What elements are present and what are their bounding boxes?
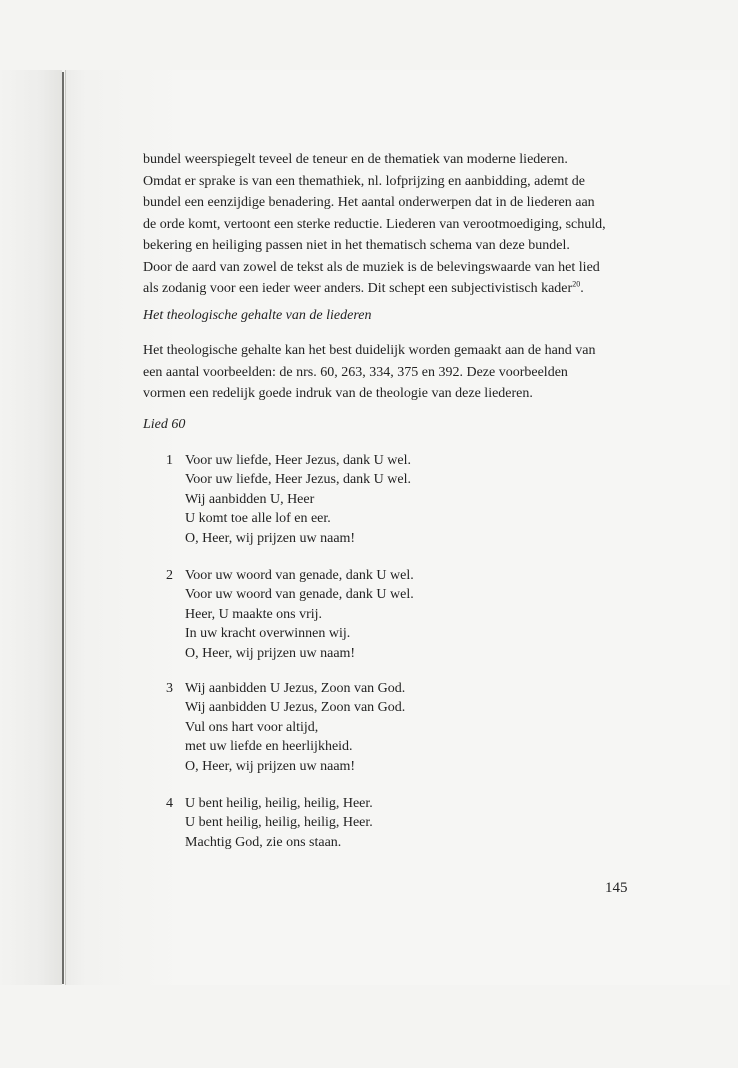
book-spine (62, 72, 64, 984)
verse-line: Wij aanbidden U, Heer (185, 491, 315, 507)
sentence-end: . (580, 281, 584, 296)
verse-3 (166, 679, 405, 776)
verse-1 (166, 451, 411, 548)
verse-line: met uw liefde en heerlijkheid. (185, 739, 353, 755)
verse-line: Voor uw woord van genade, dank U wel. (185, 568, 414, 583)
verse-number: 2 (166, 568, 173, 583)
verse-line: Voor uw woord van genade, dank U wel. (185, 587, 414, 603)
verse-line: Wij aanbidden U Jezus, Zoon van God. (185, 700, 406, 716)
verse-line: Voor uw liefde, Heer Jezus, dank U wel. (185, 472, 412, 488)
facing-page-edge (0, 70, 62, 985)
page-number: 145 (605, 880, 628, 896)
text-line: Omdat er sprake is van een themathiek, nl. lofprijzing en aanbidding, ademt de (143, 173, 586, 189)
body-paragraph-2 (143, 340, 627, 405)
text-line-last (143, 278, 627, 300)
verse-line: U komt toe alle lof en eer. (185, 511, 331, 527)
verse-line: O, Heer, wij prijzen uw naam! (185, 530, 356, 546)
verse-number: 1 (166, 453, 173, 468)
text-line: vormen een redelijk goede indruk van de theologie van deze liederen. (143, 386, 533, 401)
verse-4 (166, 794, 373, 852)
text-line: Het theologische gehalte kan het best duidelijk worden gemaakt aan de hand van (143, 343, 596, 358)
footnote-reference[interactable]: 20 (572, 279, 581, 289)
section-heading: Het theologische gehalte van de liederen (143, 308, 372, 323)
verse-line: U bent heilig, heilig, heilig, Heer. (185, 815, 373, 831)
verse-line: U bent heilig, heilig, heilig, Heer. (185, 796, 373, 811)
verse-line: Heer, U maakte ons vrij. (185, 606, 323, 622)
text-line: een aantal voorbeelden: de nrs. 60, 263, 334, 375 en 392. Deze voorbeelden (143, 364, 568, 380)
verse-number: 3 (166, 681, 173, 696)
verse-line: Voor uw liefde, Heer Jezus, dank U wel. (185, 453, 412, 468)
verse-number: 4 (166, 796, 173, 811)
text-line: bundel een eenzijdige benadering. Het aantal onderwerpen dat in de liederen aan (143, 195, 595, 210)
verse-line: Machtig God, zie ons staan. (185, 834, 342, 850)
text-line: de orde komt, vertoont een sterke reductie. Liederen van verootmoediging, schuld, (143, 216, 606, 232)
body-paragraph-1 (143, 149, 627, 300)
text-line: bekering en heiliging passen niet in het thematisch schema van deze bundel. (143, 238, 570, 253)
verse-line: In uw kracht overwinnen wij. (185, 626, 351, 642)
text-line: als zodanig voor een ieder weer anders. Dit schept een subjectivistisch kader (143, 281, 573, 296)
text-line: bundel weerspiegelt teveel de teneur en de thematiek van moderne liederen. (143, 152, 568, 167)
verse-line: O, Heer, wij prijzen uw naam! (185, 758, 356, 774)
verse-line: Vul ons hart voor altijd, (185, 719, 319, 735)
verse-2 (166, 566, 414, 663)
verse-line: Wij aanbidden U Jezus, Zoon van God. (185, 681, 406, 696)
song-heading: Lied 60 (143, 417, 186, 432)
verse-line: O, Heer, wij prijzen uw naam! (185, 645, 356, 661)
text-line: Door de aard van zowel de tekst als de muziek is de belevingswaarde van het lied (143, 259, 600, 275)
